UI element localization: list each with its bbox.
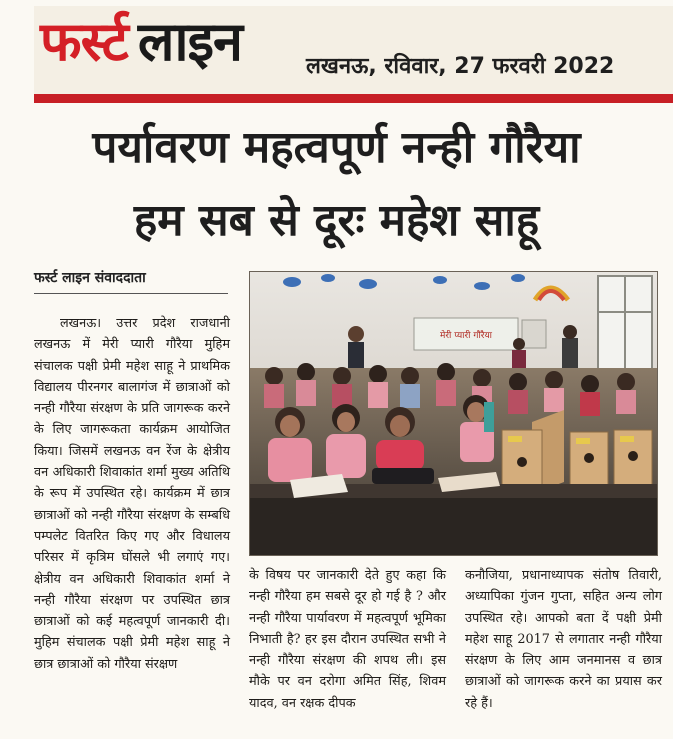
classroom-photo-illustration	[250, 272, 657, 555]
masthead-rule	[34, 94, 673, 103]
photo-banner-text: मेरी प्यारी गौरैया	[439, 331, 493, 341]
article-column-3: कनौजिया, प्रधानाध्यापक संतोष तिवारी, अध्यापिका गुंजन गुप्ता, सहित अन्य लोग उपस्थित रहे। आपको बता दें पक्षी प्रेमी महेश साहू 2017 से लगातार नन्ही गौरैया संरक्षण के लिए आम जनमानस व छात्र छात्राओं को जागरूक करने का प्रयास कर रहे हैं।	[465, 568, 662, 711]
headline-line-2: हम सब से दूरः महेश साहू	[133, 195, 540, 246]
article-column-1: लखनऊ। उत्तर प्रदेश राजधानी लखनऊ में मेरी प्यारी गौरैया मुहिम संचालक पक्षी प्रेमी महेश साहू ने प्राथमिक विद्यालय पीरनगर बालागंज में छात्राओं को नन्ही गौरैया संरक्षण के प्रति जागरूक करने के लिए जागरूकता कार्यक्रम आयोजित किया। जिसमें लखनऊ वन रेंज के क्षेत्रीय वन अधिकारी शिवाकांत शर्मा मुख्य अतिथि के रूप में उपस्थित रहे। कार्यक्रम में छात्र छात्राओं को नन्ही गौरैया संरक्षण के सम्बधि पम्पलेट वितरित किए गए और विधालय परिसर में कृत्रिम घोंसले भी लगाएं गए। क्षेत्रीय वन अधिकारी शिवाकांत शर्मा ने नन्ही गौरैया संरक्षण पर उपस्थित छात्र छात्राओं को कई महत्वपूर्ण जानकारी दी। मुहिम संचालक पक्षी प्रेमी महेश साहू ने छात्र छात्राओं को गौरैया संरक्षण	[34, 316, 230, 672]
headline-line-1: पर्यावरण महत्वपूर्ण नन्ही गौरैया	[92, 122, 581, 173]
dateline: लखनऊ, रविवार, 27 फरवरी 2022	[306, 54, 615, 79]
classroom-photo	[249, 271, 658, 556]
brand-logo	[40, 10, 242, 74]
byline-rule	[34, 293, 228, 294]
brand-word-black: लाइन	[137, 10, 242, 73]
reporter-byline: फर्स्ट लाइन संवाददाता	[34, 270, 146, 286]
masthead	[34, 6, 673, 94]
article-column-2: के विषय पर जानकारी देते हुए कहा कि नन्ही गौरैया हम सबसे दूर हो गई है ? और नन्ही गौरैया पार्यावरण में महत्वपूर्ण भूमिका निभाती है? हर इस दौरान उपस्थित सभी ने नन्ही गौरैया संरक्षण की शपथ ली। इस मौके पर वन दरोगा अमित सिंह, शिवम यादव, वन रक्षक दीपक	[249, 568, 446, 711]
brand-word-red: फर्स्ट	[40, 10, 128, 73]
